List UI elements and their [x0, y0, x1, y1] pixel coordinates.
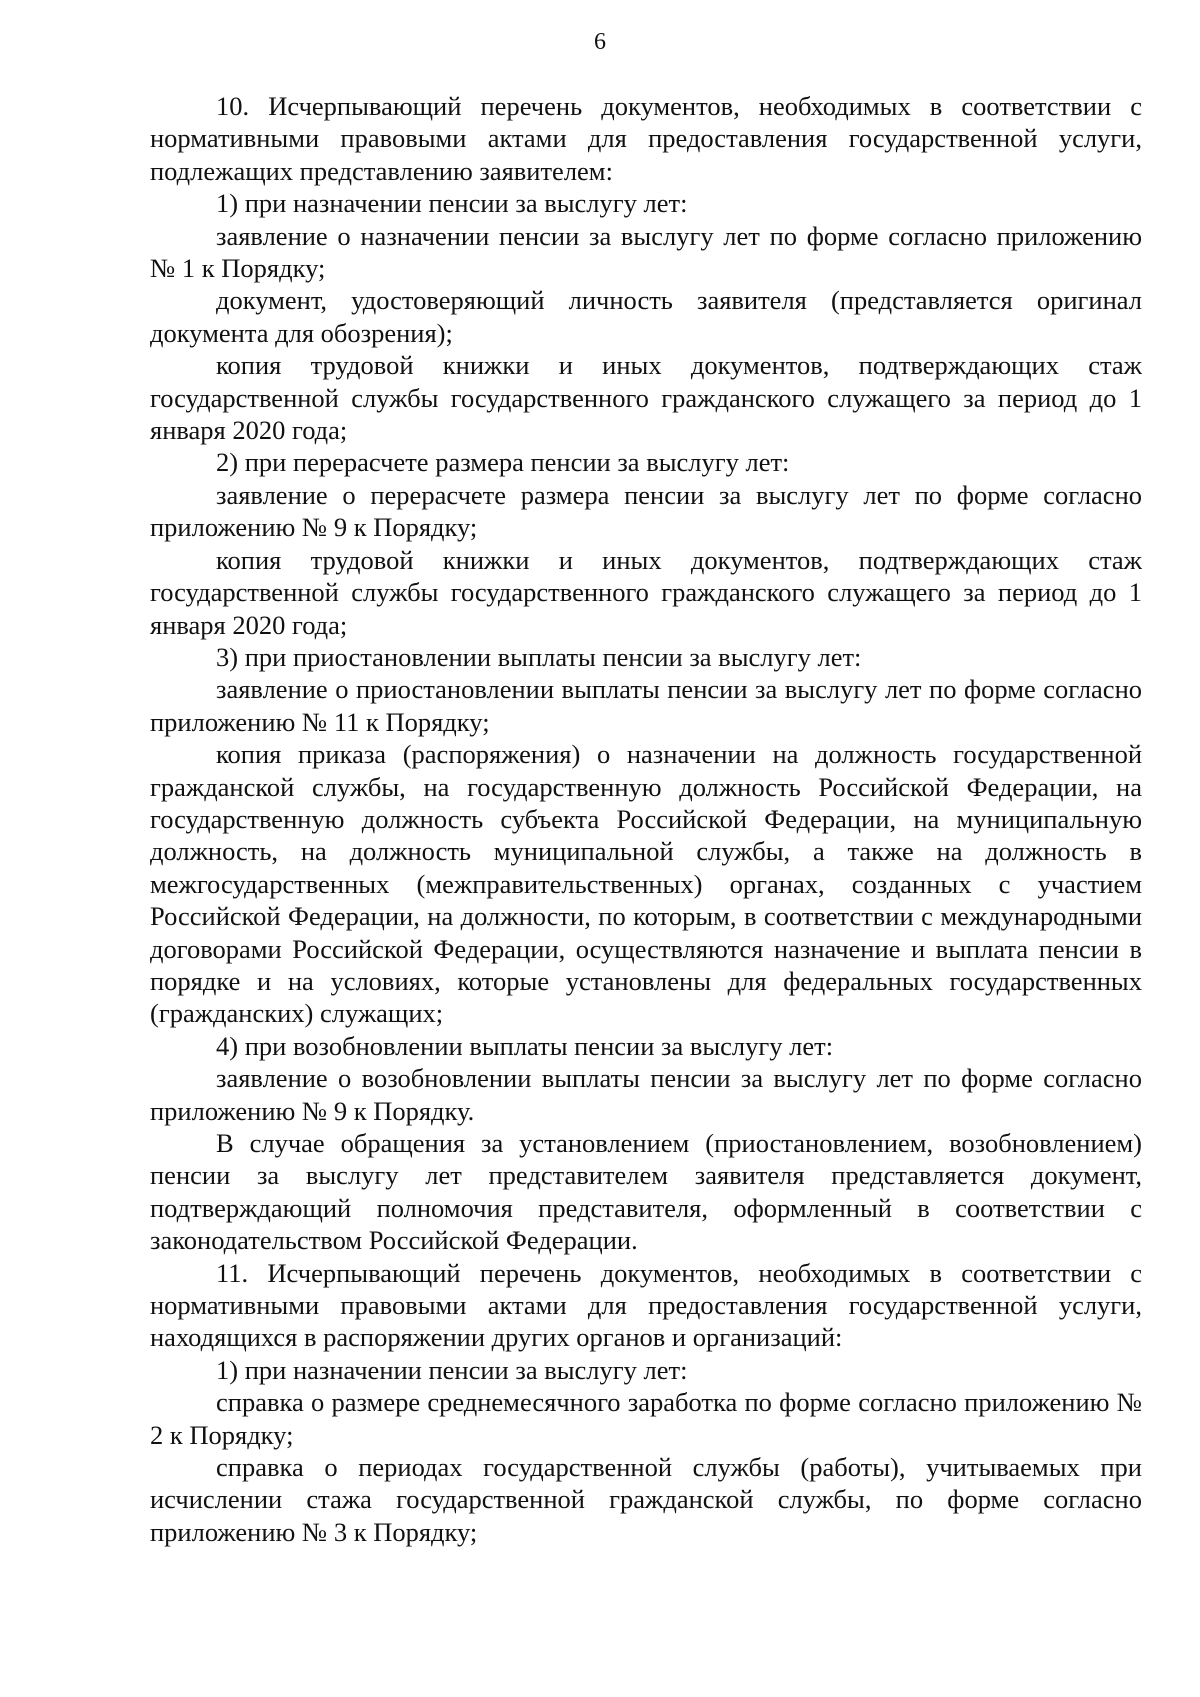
- paragraph: копия трудовой книжки и иных документов, подтверждающих стаж государственной службы государственного гражданского служащего за период до 1 января 2020 года;: [150, 544, 1142, 640]
- paragraph: справка о периодах государственной службы (работы), учитываемых при исчислении стажа государственной гражданской службы, по форме согласно приложению № 3 к Порядку;: [150, 1452, 1142, 1547]
- list-item-3-heading: 3) при приостановлении выплаты пенсии за выслугу лет:: [216, 641, 862, 672]
- paragraph: заявление о возобновлении выплаты пенсии за выслугу лет по форме согласно приложению № 9 к Порядку.: [150, 1063, 1142, 1126]
- paragraph: справка о размере среднемесячного заработка по форме согласно приложению № 2 к Порядку;: [150, 1387, 1142, 1450]
- paragraph: В случае обращения за установлением (приостановлением, возобновлением) пенсии за выслугу лет представителем заявителя представляется документ, подтверждающий полномочия представителя, оформленный в соответствии с законодательством Российской Федерации.: [150, 1128, 1142, 1256]
- list-item-1-heading: 1) при назначении пенсии за выслугу лет:: [216, 1354, 688, 1385]
- list-item-4-heading: 4) при возобновлении выплаты пенсии за выслугу лет:: [216, 1030, 834, 1061]
- paragraph: заявление о перерасчете размера пенсии за выслугу лет по форме согласно приложению № 9 к Порядку;: [150, 479, 1142, 543]
- paragraph: документ, удостоверяющий личность заявителя (представляется оригинал документа для обозрения);: [150, 285, 1142, 348]
- paragraph: копия приказа (распоряжения) о назначении на должность государственной гражданской службы, на государственную должность Российской Федерации, на государственную должность субъекта Российской Федерации, на муниципальную должность, на должность муниципальной службы, а также на должность в межгосударственных (межправительственных) органах, созданных с участием Российской Федерации, на должности, по которым, в соответствии с международными договорами Российской Федерации, осуществляются назначение и выплата пенсии в порядке и на условиях, которые установлены для федеральных государственных (гражданских) служащих;: [150, 739, 1142, 1029]
- paragraph: заявление о назначении пенсии за выслугу лет по форме согласно приложению № 1 к Порядку;: [150, 220, 1142, 284]
- paragraph-10-heading: 10. Исчерпывающий перечень документов, необходимых в соответствии с нормативными правовыми актами для предоставления государственной услуги, подлежащих представлению заявителем:: [150, 91, 1142, 186]
- list-item-1-heading: 1) при назначении пенсии за выслугу лет:: [216, 188, 688, 219]
- paragraph-11-heading: 11. Исчерпывающий перечень документов, необходимых в соответствии с нормативными правовыми актами для предоставления государственной услуги, находящихся в распоряжении других органов и организаций:: [150, 1257, 1142, 1353]
- document-body: [150, 90, 1142, 1548]
- page-number: 6: [594, 29, 606, 55]
- paragraph: копия трудовой книжки и иных документов, подтверждающих стаж государственной службы государственного гражданского служащего за период до 1 января 2020 года;: [150, 350, 1142, 446]
- paragraph: заявление о приостановлении выплаты пенсии за выслугу лет по форме согласно приложению № 11 к Порядку;: [150, 674, 1142, 737]
- list-item-2-heading: 2) при перерасчете размера пенсии за выслугу лет:: [216, 447, 790, 478]
